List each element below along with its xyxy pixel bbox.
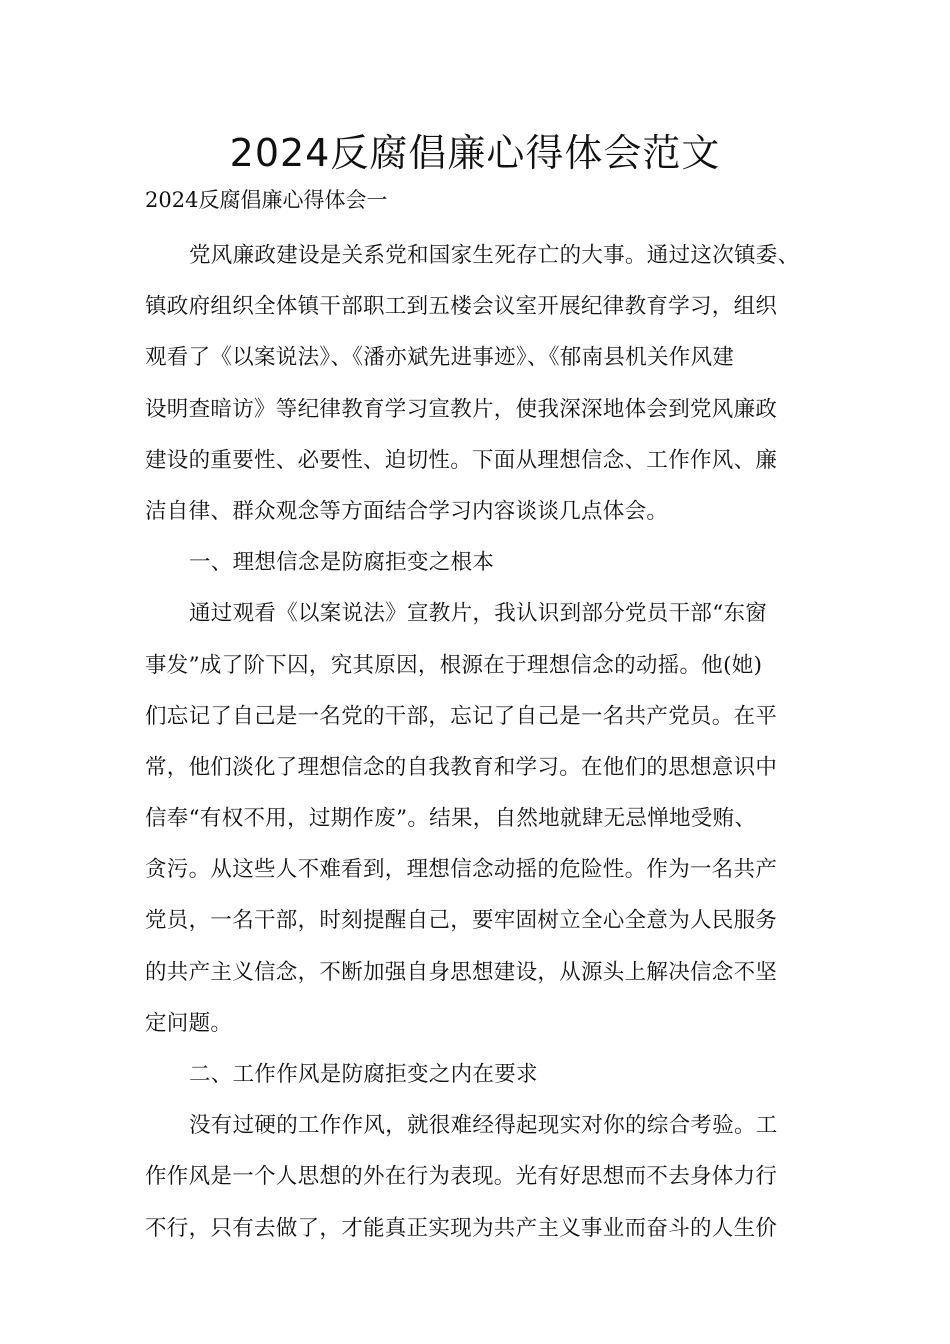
document-title: 2024反腐倡廉心得体会范文	[229, 131, 721, 175]
text-line: 贪污。从这些人不难看到，理想信念动摇的危险性。作为一名共产	[145, 857, 778, 883]
text-line: 一、理想信念是防腐拒变之根本	[189, 550, 495, 576]
text-line: 没有过硬的工作作风，就很难经得起现实对你的综合考验。工	[189, 1113, 778, 1139]
text-line: 作作风是一个人思想的外在行为表现。光有好思想而不去身体力行	[145, 1164, 778, 1190]
text-line: 们忘记了自己是一名党的干部，忘记了自己是一名共产党员。在平	[145, 703, 778, 729]
text-line: 党员，一名干部，时刻提醒自己，要牢固树立全心全意为人民服务	[145, 908, 778, 934]
text-line: 常，他们淡化了理想信念的自我教育和学习。在他们的思想意识中	[145, 754, 778, 780]
text-line: 事发”成了阶下囚，究其原因，根源在于理想信念的动摇。他(她)	[145, 652, 763, 678]
text-line: 通过观看《以案说法》宣教片，我认识到部分党员干部“东窗	[189, 601, 768, 627]
text-line: 二、工作作风是防腐拒变之内在要求	[189, 1062, 538, 1087]
text-line: 观看了《以案说法》、《潘亦斌先进事迹》、《郁南县机关作风建	[145, 345, 735, 371]
text-line: 建设的重要性、必要性、迫切性。下面从理想信念、工作作风、廉	[145, 447, 778, 473]
text-line: 镇政府组织全体镇干部职工到五楼会议室开展纪律教育学习，组织	[145, 294, 778, 320]
text-line: 信奉“有权不用，过期作废”。结果，自然地就肆无忌惮地受贿、	[145, 806, 757, 832]
section-subtitle: 2024反腐倡廉心得体会一	[145, 188, 388, 212]
text-line: 定问题。	[145, 1010, 233, 1036]
text-line: 的共产主义信念，不断加强自身思想建设，从源头上解决信念不坚	[145, 959, 778, 985]
body-text	[145, 230, 845, 1254]
text-line: 设明查暗访》等纪律教育学习宣教片，使我深深地体会到党风廉政	[145, 396, 778, 422]
text-line: 党风廉政建设是关系党和国家生死存亡的大事。通过这次镇委、	[189, 243, 800, 268]
text-line: 不行，只有去做了，才能真正实现为共产主义事业而奋斗的人生价	[145, 1215, 778, 1241]
text-line: 洁自律、群众观念等方面结合学习内容谈谈几点体会。	[145, 498, 669, 524]
